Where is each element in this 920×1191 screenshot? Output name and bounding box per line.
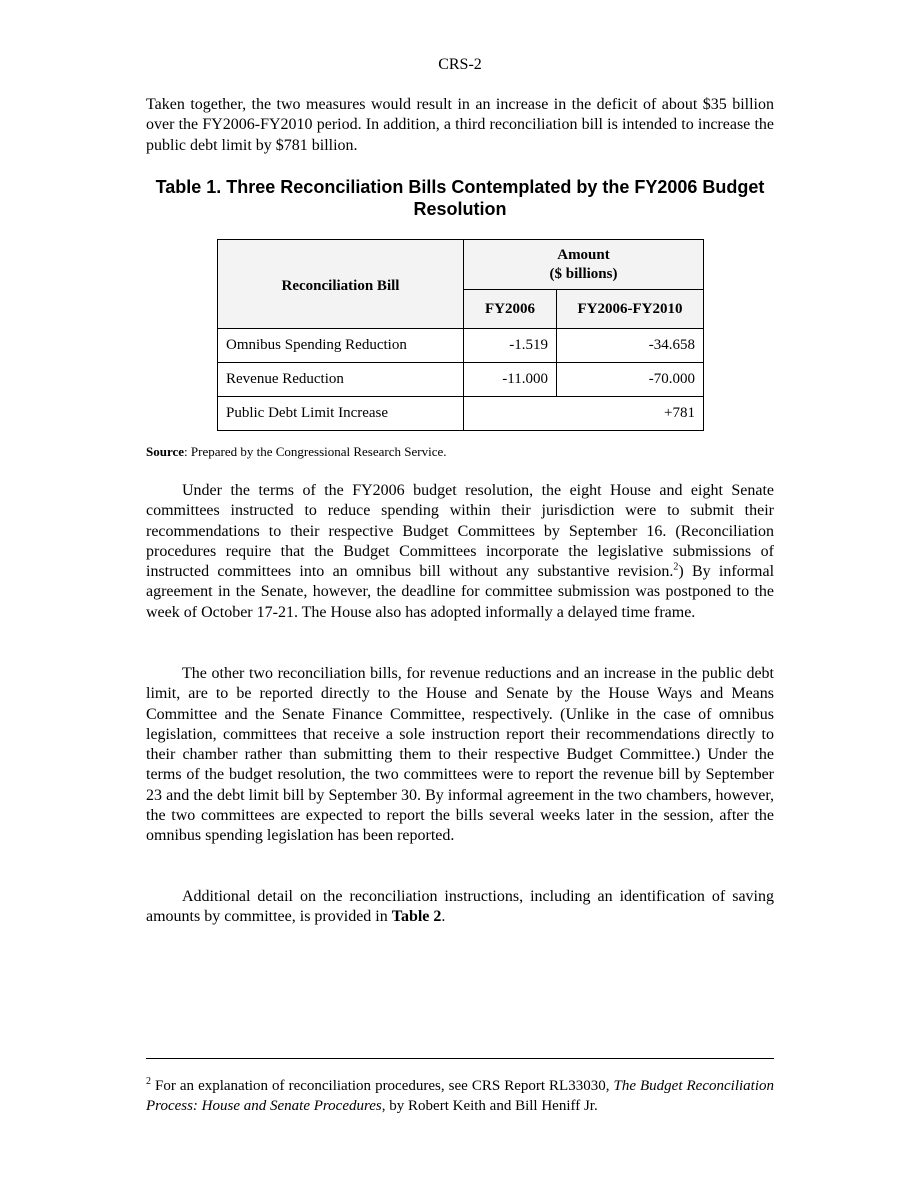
footnote-text: , by Robert Keith and Bill Heniff Jr. <box>381 1097 598 1114</box>
source-text: : Prepared by the Congressional Research Service. <box>184 444 447 459</box>
footnote-number: 2 <box>146 1076 151 1087</box>
page-header: CRS-2 <box>438 56 482 73</box>
reconciliation-table <box>217 239 704 431</box>
paragraph-revenue-debt-bills: The other two reconciliation bills, for revenue reductions and an increase in the public debt limit, are to be reported directly to the House and Senate by the House Ways and Means Committee and the Senate Finance Committee, respectively. (Unlike in the case of omnibus legislation, committees that receive a sole instruction report their recommendations directly to their chamber rather than submitting them to their respective Budget Committee.) Under the terms of the budget resolution, the two committees were to report the revenue bill by September 23 and the debt limit bill by September 30. By informal agreement in the two chambers, however, the two committees are expected to report the bills several weeks later in the session, after the omnibus spending legislation has been reported. <box>146 665 774 845</box>
row-label: Omnibus Spending Reduction <box>218 329 464 363</box>
row-label: Revenue Reduction <box>218 363 464 397</box>
paragraph-committee-deadlines <box>146 481 774 623</box>
header-amount-units: ($ billions) <box>549 265 618 282</box>
header-reconciliation-bill: Reconciliation Bill <box>218 240 464 329</box>
footnote-text: For an explanation of reconciliation procedures, see CRS Report RL33030, <box>151 1078 614 1094</box>
table-title: Table 1. Three Reconciliation Bills Contemplated by the FY2006 Budget Resolution <box>155 177 765 219</box>
paragraph-text: . <box>441 908 446 926</box>
paragraph-text: ) By informal agreement in the Senate, however, the deadline for committee submission was postponed to the week of October 17-21. The House also has adopted informally a delayed time frame. <box>146 563 775 621</box>
row-combined-amount: +781 <box>464 397 704 431</box>
intro-paragraph: Taken together, the two measures would result in an increase in the deficit of about $35 billion over the FY2006-FY2010 period. In addition, a third reconciliation bill is intended to increase the public debt limit by $781 billion. <box>146 96 774 154</box>
source-label: Source <box>146 444 185 459</box>
footnote-report-title: The Budget Reconciliation Process: House and Senate Procedures <box>146 1078 774 1114</box>
footnote <box>146 1077 774 1116</box>
table-source <box>146 444 447 460</box>
header-amount-label: Amount <box>557 246 610 263</box>
row-fy2006-fy2010: -34.658 <box>557 329 704 363</box>
header-fy2006-fy2010: FY2006-FY2010 <box>557 290 704 329</box>
row-fy2006: -1.519 <box>464 329 557 363</box>
table-row <box>218 397 704 431</box>
table-reference: Table 2 <box>391 908 442 926</box>
paragraph-text: Under the terms of the FY2006 budget resolution, the eight House and eight Senate committees instructed to reduce spending within their jurisdiction were to submit their recommendations to their respective Budget Committees by September 16. (Reconciliation procedures require that the Budget Committees incorporate the legislative submissions of instructed committees into an omnibus bill without any substantive revision. <box>146 482 774 581</box>
row-fy2006-fy2010: -70.000 <box>557 363 704 397</box>
paragraph-additional-detail <box>146 887 774 928</box>
footnote-divider <box>146 1058 774 1059</box>
table-row <box>218 363 704 397</box>
header-amount <box>464 240 704 290</box>
footnote-reference: 2 <box>673 561 679 573</box>
row-label: Public Debt Limit Increase <box>218 397 464 431</box>
row-fy2006: -11.000 <box>464 363 557 397</box>
header-fy2006: FY2006 <box>464 290 557 329</box>
paragraph-text: Additional detail on the reconciliation instructions, including an identification of saving amounts by committee, is provided in <box>146 888 774 926</box>
table-row <box>218 329 704 363</box>
